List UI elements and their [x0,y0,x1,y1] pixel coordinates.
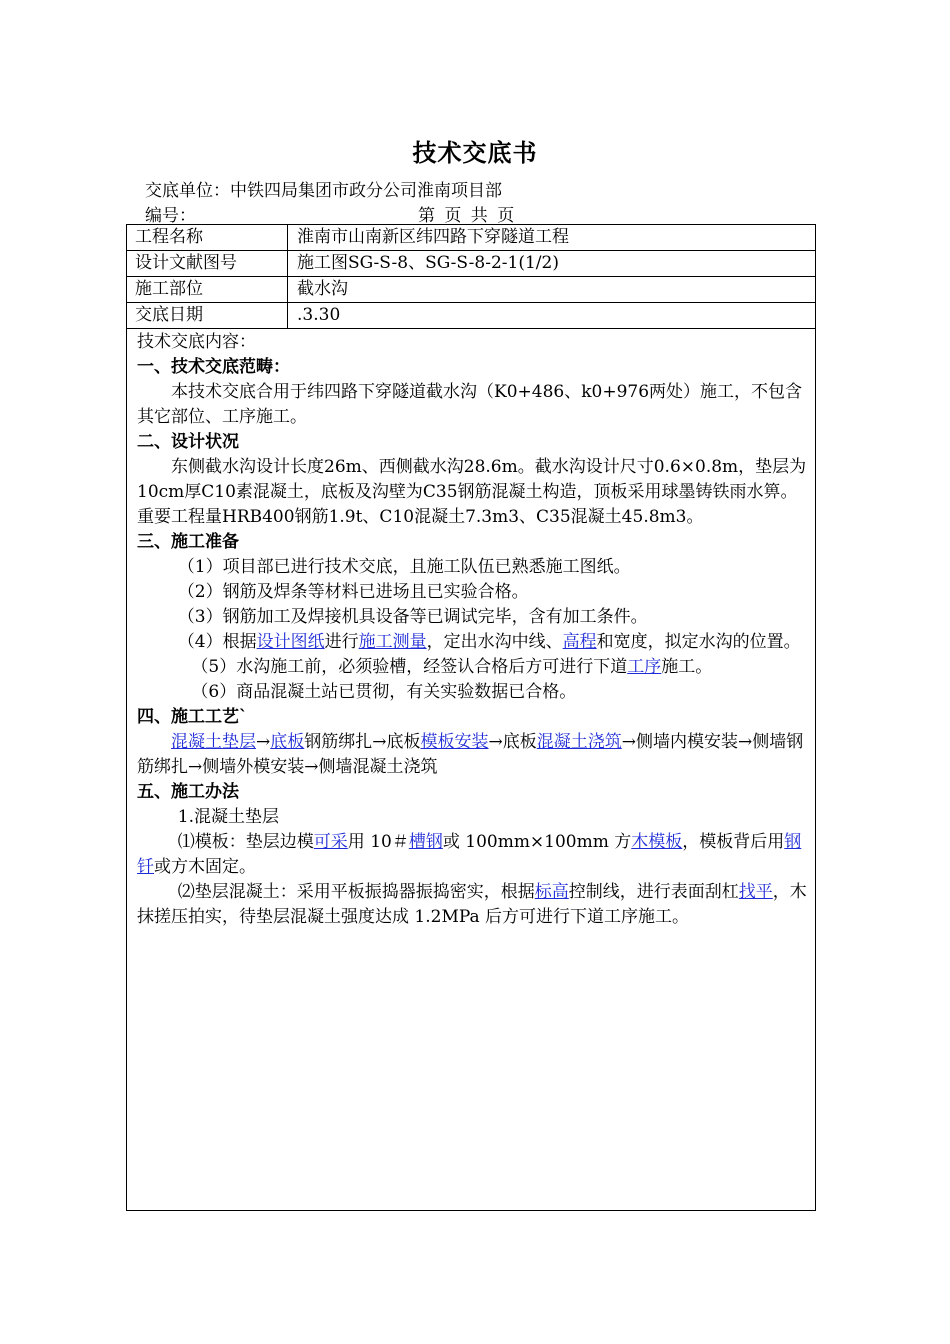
disclosure-table [126,224,816,1211]
text-run: （4）根据 [177,632,257,652]
row-label: 设计文献图号 [135,253,237,273]
table-row-project-name [127,225,815,251]
column-divider [287,251,288,276]
link-elevation-2[interactable]: 标高 [534,882,569,902]
section-text-process [137,730,807,780]
text-run: ⑴模板：垫层边模 [177,832,314,852]
section-text-scope: 本技术交底合用于纬四路下穿隧道截水沟（K0+486、k0+976两处）施工，不包含其它部位、工序施工。 [137,382,803,427]
text-run: 施工。 [661,657,713,677]
method-formwork [137,830,807,880]
column-divider [287,303,288,328]
row-value: 淮南市山南新区纬四路下穿隧道工程 [297,227,569,247]
row-value: .3.30 [297,305,341,325]
prep-item-4 [137,630,807,655]
link-bottom-slab[interactable]: 底板 [270,732,305,752]
page-count-label: 第 页 共 页 [418,206,515,226]
link-concrete-cushion[interactable]: 混凝土垫层 [171,732,256,752]
text-run: （5）水沟施工前，必须验槽，经签认合格后方可进行下道 [191,657,628,677]
link-design-drawings[interactable]: 设计图纸 [256,632,325,652]
section-heading-method: 五、施工办法 [137,782,239,802]
link-construction-survey[interactable]: 施工测量 [358,632,427,652]
text-run: ，木抹搓压拍实，待垫层混凝土强度达成 1.2MPa 后方可进行下道工序施工。 [137,882,807,927]
row-label: 施工部位 [135,279,203,299]
text-run: 或方木固定。 [154,857,256,877]
document-title: 技术交底书 [412,139,538,167]
table-row-date [127,303,815,329]
prep-item-1: （1）项目部已进行技术交底，且施工队伍已熟悉施工图纸。 [177,557,631,577]
link-steel-rod[interactable]: 钢钎 [137,832,802,877]
link-elevation[interactable]: 高程 [562,632,597,652]
section-heading-preparation: 三、施工准备 [137,532,239,552]
issuing-unit: 交底单位：中铁四局集团市政分公司淮南项目部 [145,181,502,201]
link-concrete-pouring[interactable]: 混凝土浇筑 [536,732,622,752]
link-usable[interactable]: 可采 [313,832,348,852]
section-text-design: 东侧截水沟设计长度26m、西侧截水沟28.6m。截水沟设计尺寸0.6×0.8m，垫层为10cm厚C10素混凝土，底板及沟壁为C35钢筋混凝土构造，顶板采用球墨铸铁雨水箅。重要工程量HRB400钢筋1.9t、C10混凝土7.3m3、C35混凝土45.8m3。 [137,457,807,527]
prep-item-5 [137,655,807,680]
link-wood-formwork[interactable]: 木模板 [631,832,683,852]
method-cushion-concrete [137,880,807,930]
text-run: 用 10＃ [347,832,409,852]
column-divider [287,225,288,250]
text-run: ⑵垫层混凝土：采用平板振捣器振捣密实，根据 [177,882,535,902]
section-heading-design: 二、设计状况 [137,432,239,452]
text-run: →底板 [488,732,537,752]
disclosure-content [137,330,807,930]
text-run: 和宽度，拟定水沟的位置。 [596,632,801,652]
row-value: 施工图SG-S-8、SG-S-8-2-1(1/2) [297,253,559,273]
link-process[interactable]: 工序 [627,657,662,677]
prep-item-6: （6）商品混凝土站已贯彻，有关实验数据已合格。 [191,682,577,702]
section-heading-scope: 一、技术交底范畴： [137,357,290,377]
text-run: ，定出水沟中线、 [426,632,563,652]
document-number-label: 编号： [145,206,196,226]
text-run: → [256,732,271,752]
row-value: 截水沟 [297,279,348,299]
text-run: 钢筋绑扎→底板 [304,732,421,752]
table-row-drawing-number [127,251,815,277]
column-divider [287,277,288,302]
prep-item-3: （3）钢筋加工及焊接机具设备等已调试完毕，含有加工条件。 [177,607,648,627]
method-subheading: 1.混凝土垫层 [177,807,280,827]
text-run: 进行 [324,632,359,652]
link-channel-steel[interactable]: 槽钢 [408,832,443,852]
text-run: →侧墙内模安装→侧墙钢筋绑扎→侧墙外模安装→侧墙混凝土浇筑 [137,732,804,777]
text-run: 或 100mm×100mm 方 [442,832,632,852]
row-label: 工程名称 [135,227,203,247]
prep-item-2: （2）钢筋及焊条等材料已进场且已实验合格。 [177,582,529,602]
content-intro: 技术交底内容： [137,332,256,352]
row-label: 交底日期 [135,305,203,325]
section-heading-process: 四、施工工艺` [137,707,248,727]
text-run: 控制线，进行表面刮杠 [568,882,739,902]
link-leveling[interactable]: 找平 [738,882,773,902]
table-row-construction-part [127,277,815,303]
text-run: ，模板背后用 [682,832,785,852]
link-formwork-install[interactable]: 模板安装 [420,732,489,752]
